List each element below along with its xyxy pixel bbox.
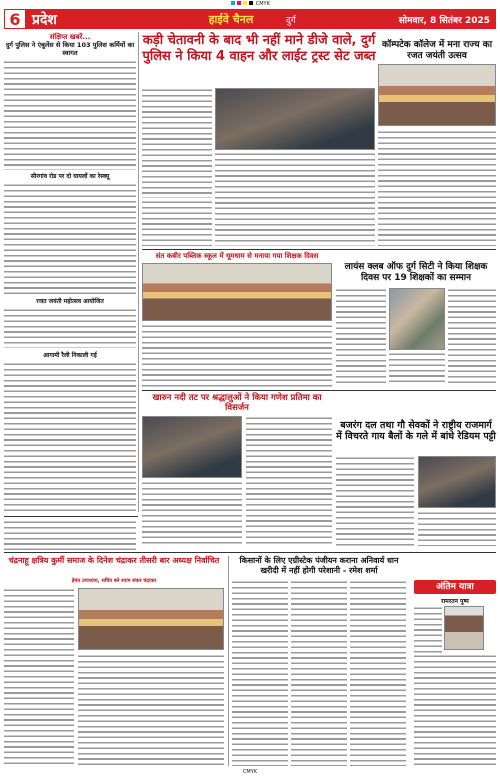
page-number: 6 <box>4 9 26 29</box>
obituary-body <box>414 654 496 766</box>
section-rule <box>4 516 138 517</box>
kurmi-story-body-continued <box>78 654 224 766</box>
farmer-story-headline: किसानों के लिए एग्रीस्टेक पंजीयन कराना अनिवार्य धान खरीदी में नहीं होगी परेशानी - रमेश शर्मा <box>239 556 399 575</box>
lions-club-story-body-right <box>448 288 496 386</box>
section-rule <box>142 390 496 391</box>
school-story-photo <box>142 263 332 321</box>
brief-4-headline: आगामी रैली निकाली गई <box>43 352 97 359</box>
kharun-story-body <box>246 416 332 546</box>
bajrang-story-headline: बजरंग दल तथा गौ सेवकों ने राष्ट्रीय राजमार्ग में विचरते गाय बैलों के गले में बांधे रेडियम पट्टी <box>336 420 496 442</box>
section-rule <box>4 552 496 553</box>
column-divider <box>228 556 229 766</box>
print-registration-mark-bottom: CMYK <box>242 769 258 775</box>
briefs-kicker: संक्षिप्त खबरें... <box>49 33 91 41</box>
kharun-story-body-lower <box>142 481 242 546</box>
lead-story-body <box>142 88 212 198</box>
brief-5-body <box>4 520 136 550</box>
bajrang-story-body-right <box>418 511 496 546</box>
obituary-body-left <box>414 606 442 654</box>
section-rule <box>142 249 496 250</box>
column-divider <box>138 32 139 512</box>
farmer-story-body-middle <box>291 580 347 766</box>
farmer-story-body-right <box>350 580 406 766</box>
print-registration-mark-top: CMYK <box>0 0 500 8</box>
newspaper-brand: हाईवे चैनल <box>208 12 254 26</box>
brief-2-body <box>4 183 136 295</box>
brief-4-body <box>4 362 136 512</box>
obituary-name: रामरतन पुष्प <box>441 598 469 605</box>
lead-story-body-lower <box>142 200 212 246</box>
lions-club-story-body-mid <box>389 352 445 386</box>
kurmi-story-body <box>4 588 74 766</box>
lead-story-photo <box>215 88 375 150</box>
kharun-story-photo <box>142 416 242 478</box>
obituary-label: अंतिम यात्रा <box>414 580 496 594</box>
bajrang-story-body <box>336 456 414 546</box>
lead-story-headline: कड़ी चेतावनी के बाद भी नहीं माने डीजे वाले, दुर्ग पुलिस ने किया 4 वाहन और लाईट ट्रस्ट सेट जब्त <box>142 33 376 64</box>
brief-3-headline: रजत जयंती महोत्सव आयोजित <box>36 298 104 305</box>
school-story-body <box>142 324 332 388</box>
kharun-story-headline: खारुन नदी तट पर श्रद्धालुओं ने किया गणेश प्रतिमा का विसर्जन <box>152 393 322 413</box>
obituary-portrait <box>444 606 484 650</box>
kurmi-story-headline: चंद्रनाहू क्षत्रिय कुर्मी समाज के दिनेश चंद्राकर तीसरी बार अध्यक्ष निर्वाचित <box>8 556 220 565</box>
kurmi-story-photo <box>78 588 224 650</box>
lions-club-story-body <box>336 288 386 386</box>
brief-3-body <box>4 308 136 348</box>
college-story-body <box>378 130 496 246</box>
bajrang-story-photo <box>418 456 496 508</box>
college-story-headline: कॉम्पटेक कॉलेज में मना राज्य का रजत जयंती उत्सव <box>381 40 493 61</box>
section-name: प्रदेश <box>32 11 57 28</box>
brief-1-body <box>4 60 136 170</box>
farmer-story-body <box>232 580 288 766</box>
edition-city: दुर्ग <box>286 15 296 26</box>
brief-2-headline: सीरगांव रोड पर दो घायलों का रेस्क्यू <box>30 173 110 180</box>
kurmi-story-byline: हेमंत उपाध्याय, सचिव बने श्याम संकर चंद्राकर <box>71 578 157 584</box>
lead-story-body-continued <box>215 152 375 246</box>
brief-1-headline: दुर्ग पुलिस ने एंबुलेंस से किया 103 पुलिस कर्मियों का स्वागत <box>5 41 135 57</box>
lions-club-story-photo <box>389 288 445 350</box>
edition-date: सोमवार, 8 सितंबर 2025 <box>398 15 490 26</box>
lions-club-story-headline: लायंस क्लब ऑफ दुर्ग सिटी ने किया शिक्षक दिवस पर 19 शिक्षकों का सम्मान <box>344 262 488 283</box>
school-story-headline: संत कबीर पब्लिक स्कूल में धूमधाम से मनाया गया शिक्षक दिवस <box>155 252 319 260</box>
page-masthead <box>4 9 496 29</box>
college-story-photo <box>378 64 496 126</box>
